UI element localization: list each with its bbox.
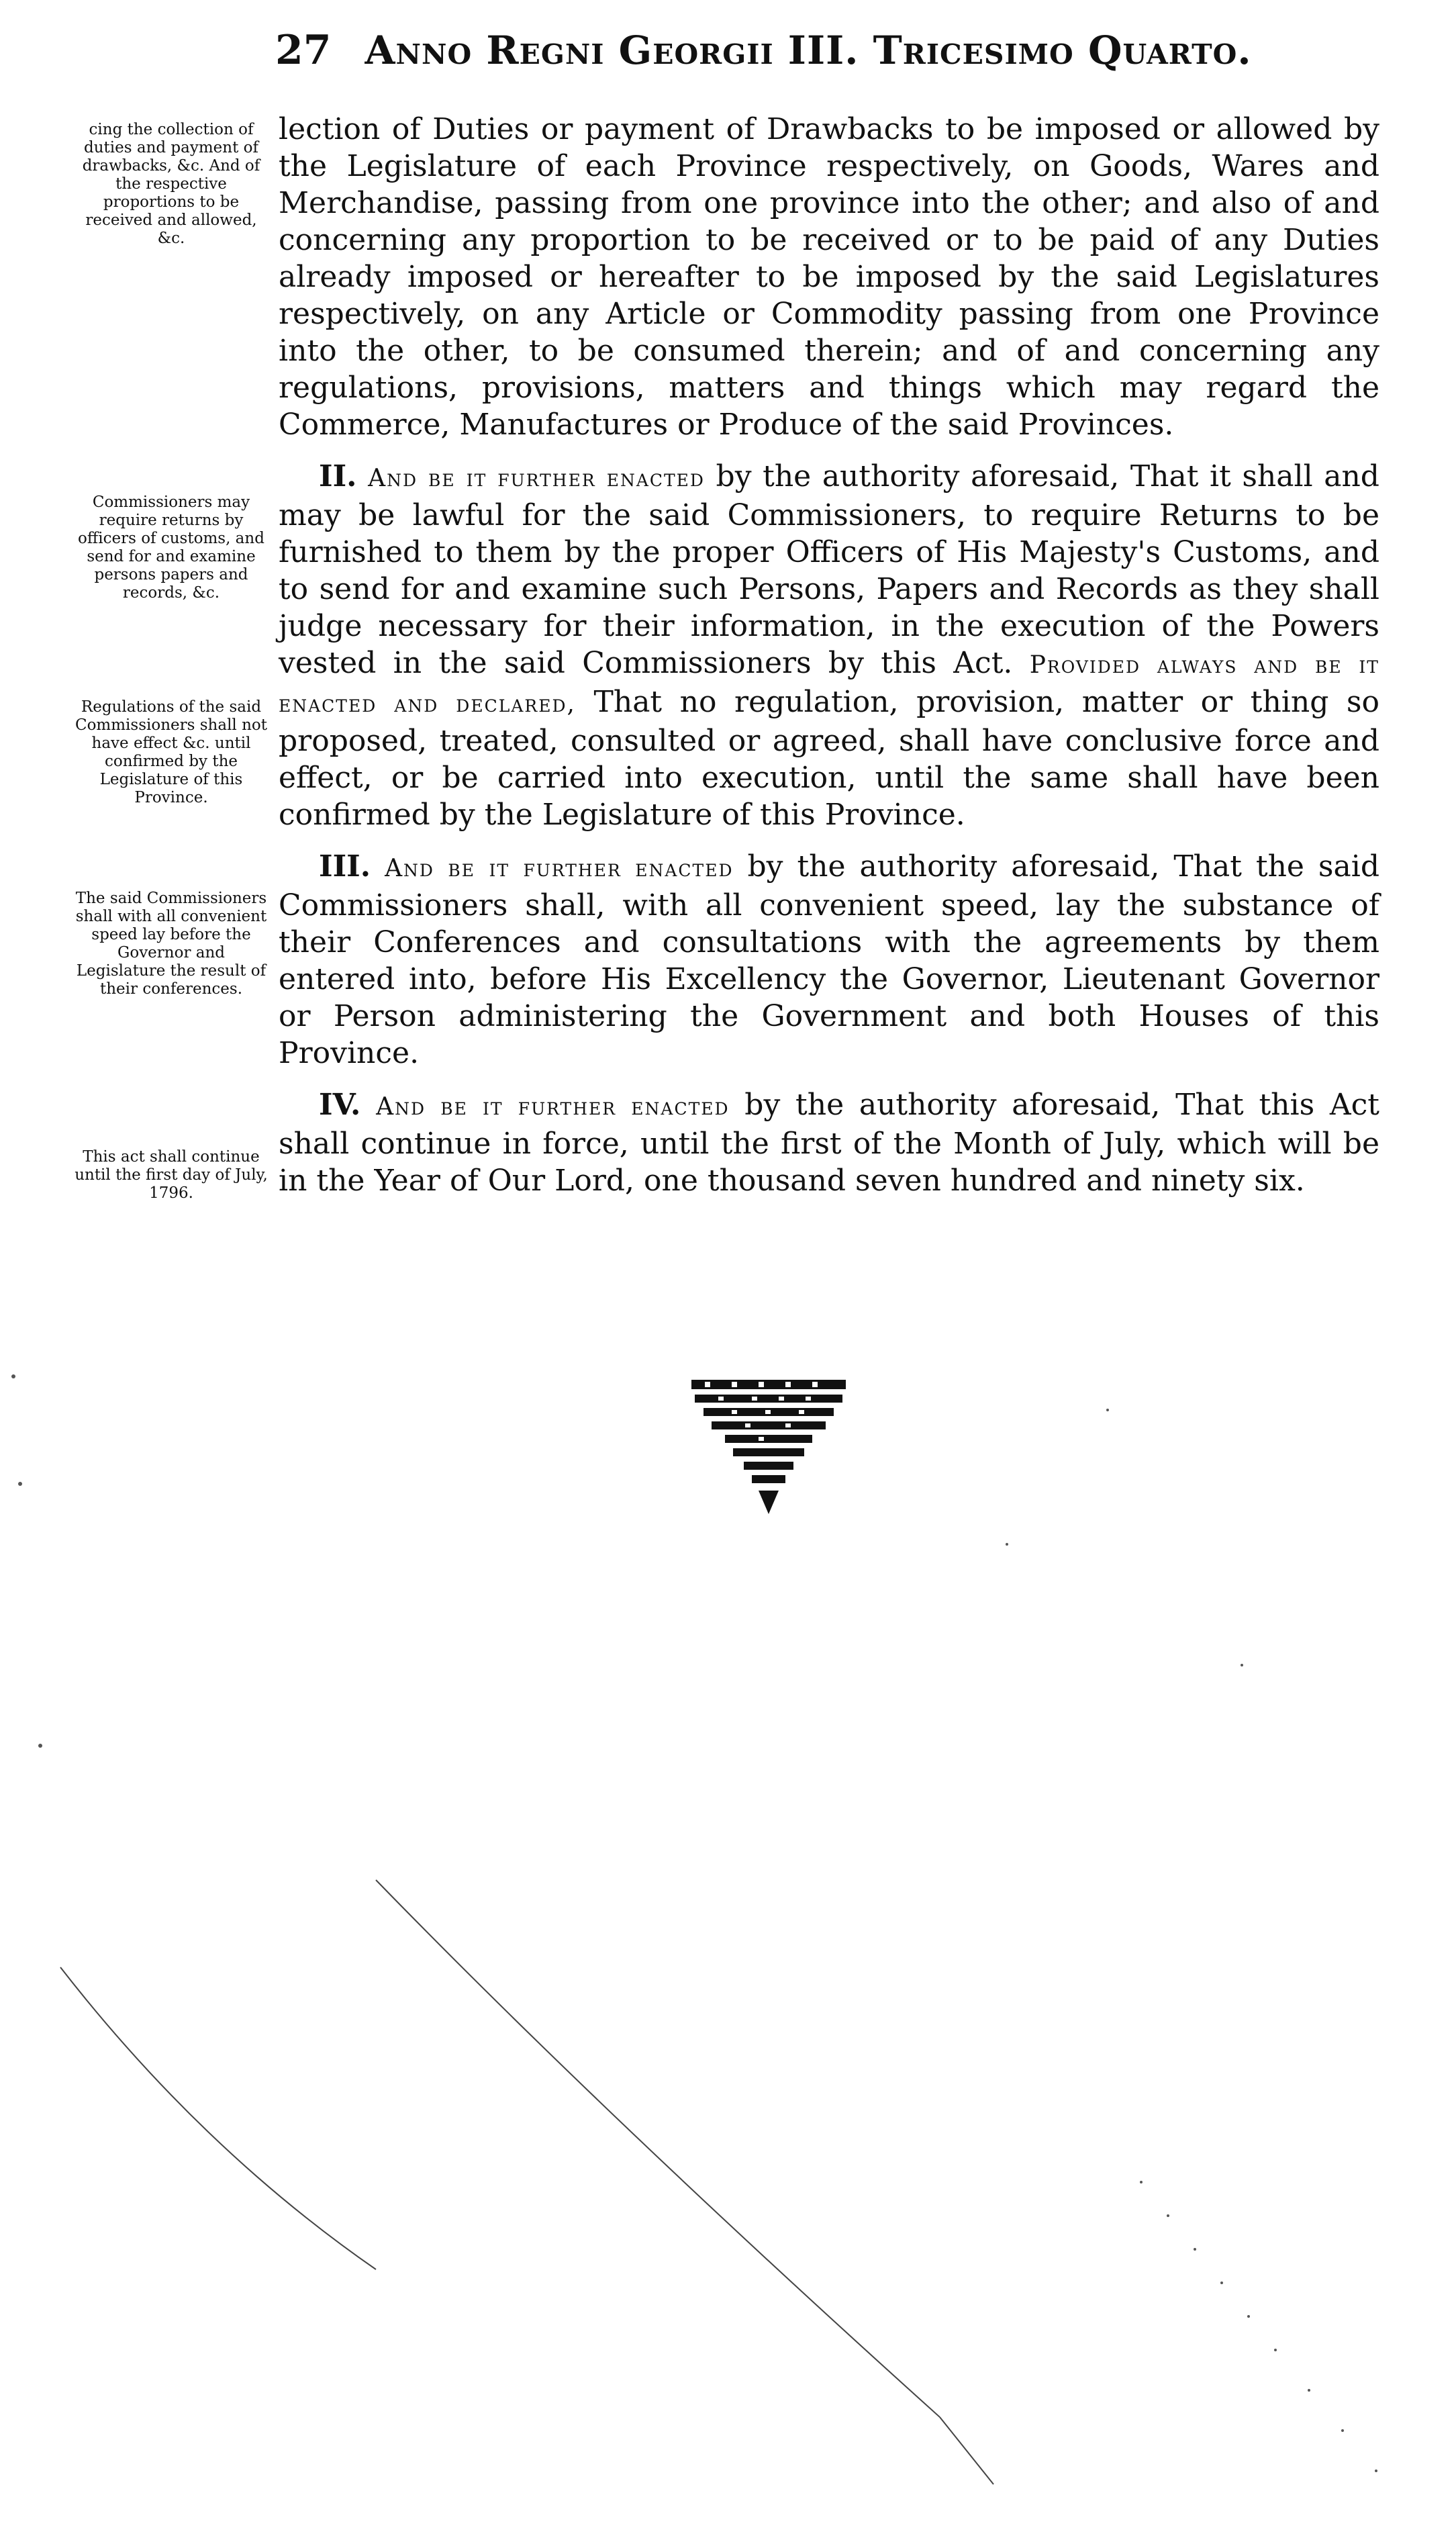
page-number: 27: [275, 27, 332, 74]
enacting-clause: And be it further enacted: [385, 855, 734, 882]
paragraph-text: by the authority aforesaid, That the said Commissioners shall, with all convenient speed, lay the substance of their Conferences and consultations with the agreements by them entered into, before His Excellency the Governor, Lieutenant Governor or Person administering the Government and both Houses of this Province.: [279, 849, 1379, 1070]
enacting-clause: And be it further enacted: [368, 465, 705, 492]
printers-ornament-icon: [691, 1380, 846, 1554]
paragraph-text: That no regulation, provision, matter or thing so proposed, treated, consulted or agreed, shall have conclusive force and effect, or be carried into execution, until the same shall have been confirmed by the Legislature of this Province.: [279, 685, 1379, 832]
running-title: Anno Regni Georgii III. Tricesimo Quarto.: [365, 28, 1252, 73]
enacting-clause: And be it further enacted: [376, 1093, 730, 1121]
act-body: [279, 111, 1379, 1214]
margin-note: Commissioners may require returns by officers of customs, and send for and examine persons papers and records, &c.: [78, 493, 264, 602]
section-number: II.: [319, 459, 357, 493]
margin-note: The said Commissioners shall with all convenient speed lay before the Governor and Legislature the result of their conferences.: [75, 890, 267, 998]
paragraph-text: by the authority aforesaid, That it shall and may be lawful for the said Commissioners, to require Returns to be furnished to them by the proper Officers of His Majesty's Customs, and to send for and examine such Persons, Papers and Records as they shall judge necessary for their information, in the execution of the Powers vested in the said Commissioners by this Act.: [279, 459, 1379, 680]
paragraph-text: by the authority aforesaid, That this Act shall continue in force, until the first of the Month of July, which will be in the Year of Our Lord, one thousand seven hundred and ninety six.: [279, 1088, 1379, 1198]
section-ii: [279, 458, 1379, 833]
paragraph-continuation: [279, 111, 1379, 443]
margin-note: cing the collection of duties and payment of drawbacks, &c. And of the respective proportions to be received and allowed, &c.: [82, 121, 260, 247]
paragraph-text: lection of Duties or payment of Drawbacks to be imposed or allowed by the Legislature of each Province respectively, on Goods, Wares and Merchandise, passing from one province into the other; and also of and concerning any proportion to be received or to be paid of any Duties already imposed or hereafter to be imposed by the said Legislatures respectively, on any Article or Commodity passing from one Province into the other, to be consumed therein; and of and concerning any regulations, provisions, matters and things which may regard the Commerce, Manufactures or Produce of the said Provinces.: [279, 112, 1379, 442]
section-number: III.: [319, 849, 371, 884]
section-number: IV.: [319, 1088, 361, 1122]
section-iii: [279, 848, 1379, 1072]
proviso-clause: Provided always and be it enacted and declared,: [279, 651, 1379, 718]
section-iv: [279, 1086, 1379, 1199]
margin-note: This act shall continue until the first day of July, 1796.: [75, 1148, 268, 1202]
margin-note: Regulations of the said Commissioners shall not have effect &c. until confirmed by the Legislature of this Province.: [75, 698, 268, 806]
page-header: [275, 27, 1383, 87]
